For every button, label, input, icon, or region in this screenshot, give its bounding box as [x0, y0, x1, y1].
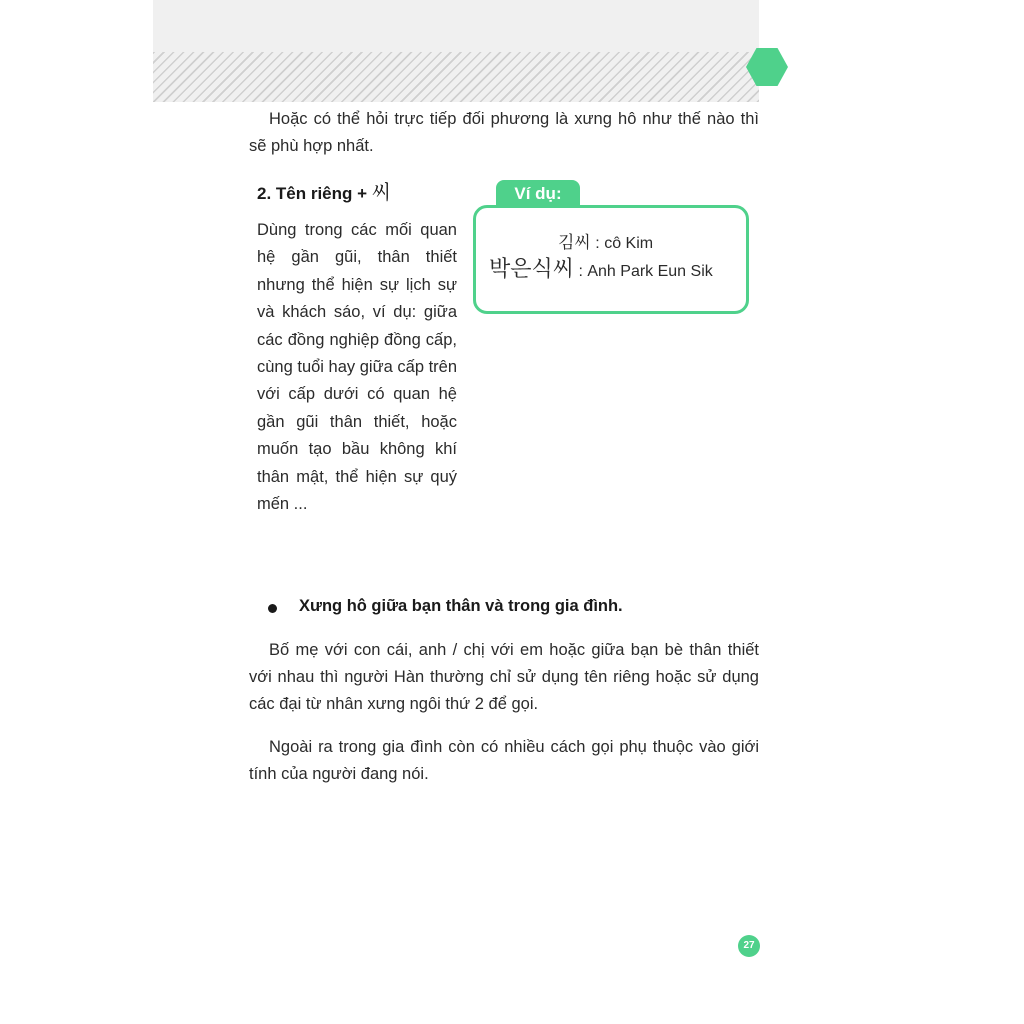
section-heading [257, 176, 391, 205]
example-meaning-2: : Anh Park Eun Sik [574, 263, 713, 280]
page-number-badge: 27 [738, 935, 760, 957]
paragraph-gender: Ngoài ra trong gia đình còn có nhiều cách gọi phụ thuộc vào giới tính của người đang nói. [249, 738, 759, 783]
paragraph-family: Bố mẹ với con cái, anh / chị với em hoặc giữa bạn bè thân thiết với nhau thì người Hàn thường chỉ sử dụng tên riêng hoặc sử dụng các đại từ nhân xưng ngôi thứ 2 để gọi. [249, 641, 759, 713]
example-meaning-1: : cô Kim [590, 235, 654, 252]
example-line-2 [489, 252, 713, 283]
header-hatch-pattern [153, 52, 759, 102]
intro-paragraph: Hoặc có thể hỏi trực tiếp đối phương là xưng hô như thế nào thì sẽ phù hợp nhất. [249, 110, 759, 155]
section-heading-prefix: 2. Tên riêng + [257, 184, 372, 203]
bullet-dot [268, 604, 277, 613]
example-line-1 [558, 228, 653, 253]
section-body: Dùng trong các mối quan hệ gần gũi, thân thiết nhưng thể hiện sự lịch sự và khách sáo, ví dụ: giữa các đồng nghiệp đồng cấp, cùng tuổi hay giữa cấp trên với cấp dưới có quan hệ gần gũi thân thiết, hoặc muốn tạo bầu không khí thân mật, thể hiện sự quý mến ... [257, 221, 458, 514]
section-heading-korean: 씨 [371, 180, 392, 204]
example-tab: Ví dụ: [496, 180, 580, 208]
bullet-title: Xưng hô giữa bạn thân và trong gia đình. [299, 597, 623, 615]
example-korean-2: 박은식씨 [489, 257, 575, 282]
example-korean-1: 김씨 [558, 233, 591, 253]
